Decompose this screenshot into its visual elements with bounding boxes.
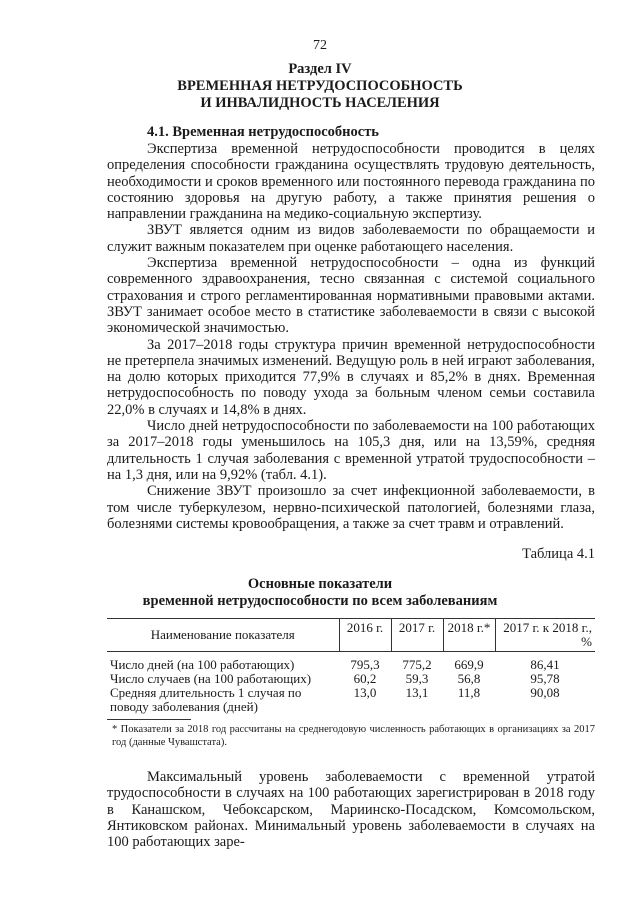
footnote: * Показатели за 2018 год рассчитаны на среднегодовую численность работающих в организациях за 2017 год (данные Чувашстата). <box>112 724 595 748</box>
footnote-divider <box>107 719 191 720</box>
section-title-line2: И ИНВАЛИДНОСТЬ НАСЕЛЕНИЯ <box>200 95 440 111</box>
table-cell: 669,9 <box>454 656 484 672</box>
table-header-cell: 2017 г. к 2018 г., % <box>495 619 595 652</box>
table-cell: 60,2 <box>353 670 377 686</box>
table-cell: Число дней (на 100 работающих) <box>110 656 295 672</box>
table-row <box>107 672 595 686</box>
table-cell: Средняя длительность 1 случая по поводу заболевания (дней) <box>110 684 302 714</box>
indicators-table <box>107 618 595 714</box>
table-cell: 13,0 <box>353 684 377 700</box>
table-row <box>107 658 595 672</box>
bottom-text <box>107 769 595 850</box>
paragraph: За 2017–2018 годы структура причин временной нетрудоспособности не претерпела значимых изменений. Ведущую роль в ней играют заболевания, на долю которых приходится 77,9% в случаях и 85,2% в днях. Временная нетрудоспособность по поводу ухода за больным членом семьи составила 22,0% в случаях и 14,8% в днях. <box>107 336 595 418</box>
table-header-cell: Наименование показателя <box>107 619 339 652</box>
table-title-line1: Основные показатели <box>247 576 393 592</box>
table-cell: 795,3 <box>350 656 380 672</box>
page-number: 72 <box>313 38 327 53</box>
table-cell: Число случаев (на 100 работающих) <box>110 670 312 686</box>
table-header-cell: 2017 г. <box>391 619 443 652</box>
paragraph: ЗВУТ является одним из видов заболеваемости по обращаемости и служит важным показателем при оценке работающего населения. <box>107 222 595 255</box>
paragraph: Максимальный уровень заболеваемости с временной утратой трудоспособности в случаях на 100 работающих зарегистрирован в 2018 году в Канашском, Чебоксарском, Мариинско-Посадском, Комсомольском, Янтиковском районах. Минимальный уровень заболеваемости в случаях на 100 работающих заре- <box>107 769 595 851</box>
table-header-cell: 2018 г.* <box>443 619 495 652</box>
table-header-cell: 2016 г. <box>339 619 391 652</box>
section-title-line1: ВРЕМЕННАЯ НЕТРУДОСПОСОБНОСТЬ <box>177 78 463 94</box>
table-row <box>107 686 595 714</box>
body-text <box>107 141 595 532</box>
table-cell: 90,08 <box>530 684 560 700</box>
subsection-title: 4.1. Временная нетрудоспособность <box>147 124 379 140</box>
table-label: Таблица 4.1 <box>522 546 595 562</box>
table-cell: 56,8 <box>457 670 481 686</box>
table-cell: 59,3 <box>405 670 429 686</box>
paragraph: Экспертиза временной нетрудоспособности проводится в целях определения способности гражданина осуществлять трудовую деятельность, необходимости и сроков временного или постоянного перевода гражданина по состоянию здоровья на другую работу, а также принятия решения о направлении гражданина на медико-социальную экспертизу. <box>107 141 595 223</box>
table-cell: 775,2 <box>402 656 432 672</box>
paragraph: Снижение ЗВУТ произошло за счет инфекционной заболеваемости, в том числе туберкулезом, нервно-психической патологией, болезнями глаза, болезнями системы кровообращения, а также за счет травм и отравлений. <box>107 483 595 532</box>
table-cell: 11,8 <box>457 684 481 700</box>
table-cell: 86,41 <box>530 656 560 672</box>
paragraph: Число дней нетрудоспособности по заболеваемости на 100 работающих за 2017–2018 годы уменьшилось на 105,3 дня, или на 13,59%, средняя длительность 1 случая заболевания с временной утратой трудоспособности – на 1,3 дня, или на 9,92% (табл. 4.1). <box>107 418 595 483</box>
table-cell: 95,78 <box>530 670 560 686</box>
table-cell: 13,1 <box>405 684 429 700</box>
table-header-row <box>107 619 595 652</box>
paragraph: Экспертиза временной нетрудоспособности – одна из функций современного здравоохранения, тесно связанная с системой социального страхования и строго регламентированная нормативными правовыми актами. ЗВУТ занимает особое место в статистике заболеваемости в связи с высокой экономической значимостью. <box>107 255 595 337</box>
table-title-line2: временной нетрудоспособности по всем заболеваниям <box>142 593 498 609</box>
section-label: Раздел IV <box>288 61 352 77</box>
